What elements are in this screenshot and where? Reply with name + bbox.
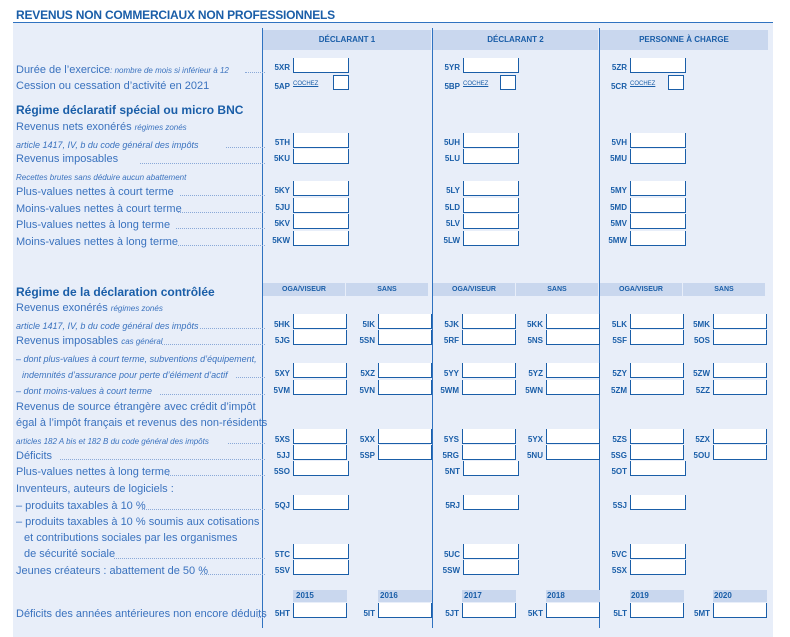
dot-leader xyxy=(228,443,265,444)
label-prod-10: – produits taxables à 10 % xyxy=(16,500,146,512)
input-5kk[interactable] xyxy=(546,314,600,329)
label-inventeurs: Inventeurs, auteurs de logiciels : xyxy=(16,483,174,495)
label-pv-ct: Plus-values nettes à court terme xyxy=(16,186,174,198)
input-5xr[interactable] xyxy=(293,58,349,73)
input-5lu[interactable] xyxy=(463,149,519,164)
label-duree: Durée de l’exercice: nombre de mois si inférieur à 12 xyxy=(16,64,229,76)
year-2016: 2016 xyxy=(380,591,398,600)
input-5zz[interactable] xyxy=(713,380,767,395)
subheader-oga: OGA/VISEUR xyxy=(433,283,515,296)
input-5xx[interactable] xyxy=(378,429,432,444)
section-regime-special: Régime déclaratif spécial ou micro BNC xyxy=(16,103,244,117)
code-5sj: 5SJ xyxy=(612,501,627,510)
cochez-label: COCHEZ xyxy=(630,81,656,87)
dot-leader xyxy=(245,72,265,73)
input-5yy[interactable] xyxy=(462,363,516,378)
checkbox-5cr[interactable] xyxy=(668,75,684,90)
header-declarant-2: DÉCLARANT 2 xyxy=(433,30,598,50)
input-5lt[interactable] xyxy=(630,603,684,618)
input-5wm[interactable] xyxy=(462,380,516,395)
code-5xx: 5XX xyxy=(359,435,375,444)
label-source-etr-2: égal à l’impôt français et revenus des non-résidents xyxy=(16,417,268,429)
code-5sv: 5SV xyxy=(274,566,290,575)
header-personne-charge: PERSONNE À CHARGE xyxy=(600,30,768,50)
input-5vc[interactable] xyxy=(630,544,686,559)
code-5zz: 5ZZ xyxy=(695,386,710,395)
code-5qj: 5QJ xyxy=(274,501,290,510)
cochez-label: COCHEZ xyxy=(293,81,319,87)
label-rev-exo: Revenus nets exonérés régimes zonés xyxy=(16,121,187,133)
input-5xy[interactable] xyxy=(293,363,347,378)
input-5sx[interactable] xyxy=(630,560,686,575)
code-5it: 5IT xyxy=(363,609,375,618)
input-5ly[interactable] xyxy=(463,181,519,196)
code-5mk: 5MK xyxy=(693,320,710,329)
code-5sg: 5SG xyxy=(610,451,627,460)
code-5wm: 5WM xyxy=(440,386,459,395)
input-5rg[interactable] xyxy=(462,445,516,460)
label-source-etr: Revenus de source étrangère avec crédit d’impôt xyxy=(16,401,256,413)
code-5th: 5TH xyxy=(274,138,290,147)
input-5ku[interactable] xyxy=(293,149,349,164)
code-5uh: 5UH xyxy=(443,138,460,147)
code-5vm: 5VM xyxy=(273,386,290,395)
input-5ou[interactable] xyxy=(713,445,767,460)
input-5qj[interactable] xyxy=(293,495,349,510)
input-5ns[interactable] xyxy=(546,330,600,345)
dot-leader xyxy=(160,394,265,395)
input-5ky[interactable] xyxy=(293,181,349,196)
code-5ju: 5JU xyxy=(275,203,290,212)
input-5jk[interactable] xyxy=(462,314,516,329)
input-5tc[interactable] xyxy=(293,544,349,559)
label-dont-pv-2: indemnités d’assurance pour perte d’élément d’actif xyxy=(22,370,228,380)
input-5md[interactable] xyxy=(630,198,686,213)
input-5mt[interactable] xyxy=(713,603,767,618)
code-5cr: 5CR xyxy=(610,82,627,91)
code-5ns: 5NS xyxy=(527,336,543,345)
dot-leader xyxy=(168,475,265,476)
input-5yz[interactable] xyxy=(546,363,600,378)
code-5tc: 5TC xyxy=(274,550,290,559)
code-5xy: 5XY xyxy=(274,369,290,378)
year-2015: 2015 xyxy=(296,591,314,600)
dot-leader xyxy=(60,459,265,460)
code-5ot: 5OT xyxy=(611,467,627,476)
code-5vn: 5VN xyxy=(359,386,375,395)
code-5my: 5MY xyxy=(610,186,627,195)
input-5os[interactable] xyxy=(713,330,767,345)
code-5jj: 5JJ xyxy=(276,451,290,460)
subheader-oga: OGA/VISEUR xyxy=(263,283,345,296)
label-article-1417b: article 1417, IV, b du code général des impôts xyxy=(16,321,199,331)
code-5mt: 5MT xyxy=(694,609,710,618)
input-5nu[interactable] xyxy=(546,445,600,460)
input-5vh[interactable] xyxy=(630,133,686,148)
section-regime-controle: Régime de la déclaration contrôlée xyxy=(16,285,215,299)
input-5nt[interactable] xyxy=(463,461,519,476)
dot-leader xyxy=(226,147,265,148)
input-5hk[interactable] xyxy=(293,314,347,329)
code-5jg: 5JG xyxy=(274,336,290,345)
input-5zm[interactable] xyxy=(630,380,684,395)
input-5lk[interactable] xyxy=(630,314,684,329)
dot-leader xyxy=(178,245,265,246)
header-declarant-1: DÉCLARANT 1 xyxy=(263,30,431,50)
code-5sw: 5SW xyxy=(442,566,460,575)
code-5vc: 5VC xyxy=(611,550,627,559)
label-jeunes: Jeunes créateurs : abattement de 50 % xyxy=(16,565,209,577)
subheader-oga: OGA/VISEUR xyxy=(600,283,682,296)
input-5rf[interactable] xyxy=(462,330,516,345)
input-5lv[interactable] xyxy=(463,214,519,229)
year-2018: 2018 xyxy=(547,591,565,600)
input-5sw[interactable] xyxy=(463,560,519,575)
code-5zy: 5ZY xyxy=(612,369,627,378)
code-5os: 5OS xyxy=(693,336,710,345)
code-5jt: 5JT xyxy=(445,609,459,618)
code-5xs: 5XS xyxy=(274,435,290,444)
input-5mw[interactable] xyxy=(630,231,686,246)
code-5ly: 5LY xyxy=(446,186,460,195)
input-5so[interactable] xyxy=(293,461,349,476)
label-rev-exo2: Revenus exonérés régimes zonés xyxy=(16,302,163,314)
input-5ik[interactable] xyxy=(378,314,432,329)
input-5xs[interactable] xyxy=(293,429,347,444)
code-5lu: 5LU xyxy=(444,154,460,163)
code-5xz: 5XZ xyxy=(360,369,375,378)
code-5sx: 5SX xyxy=(611,566,627,575)
year-2020: 2020 xyxy=(714,591,732,600)
dot-leader xyxy=(142,509,265,510)
input-5yr[interactable] xyxy=(463,58,519,73)
input-5zw[interactable] xyxy=(713,363,767,378)
label-mv-ct: Moins-values nettes à court terme xyxy=(16,203,182,215)
input-5sf[interactable] xyxy=(630,330,684,345)
code-5rg: 5RG xyxy=(442,451,459,460)
input-5ht[interactable] xyxy=(293,603,347,618)
label-dont-pv: – dont plus-values à court terme, subventions d’équipement, xyxy=(16,354,257,364)
dot-leader xyxy=(114,558,265,559)
input-5zx[interactable] xyxy=(713,429,767,444)
code-5nu: 5NU xyxy=(526,451,543,460)
subheader-sans: SANS xyxy=(516,283,598,296)
code-5ou: 5OU xyxy=(693,451,710,460)
code-5kk: 5KK xyxy=(526,320,543,329)
input-5jg[interactable] xyxy=(293,330,347,345)
input-5ot[interactable] xyxy=(630,461,686,476)
input-5zs[interactable] xyxy=(630,429,684,444)
dot-leader xyxy=(200,328,265,329)
code-5rj: 5RJ xyxy=(445,501,460,510)
code-5yr: 5YR xyxy=(444,63,460,72)
input-5mu[interactable] xyxy=(630,149,686,164)
code-5kv: 5KV xyxy=(274,219,290,228)
code-5kw: 5KW xyxy=(272,236,290,245)
label-rev-imp2: Revenus imposables cas général xyxy=(16,335,163,347)
code-5yy: 5YY xyxy=(443,369,459,378)
code-5so: 5SO xyxy=(273,467,290,476)
dot-leader xyxy=(178,212,265,213)
code-5ld: 5LD xyxy=(444,203,460,212)
label-article-1417: article 1417, IV, b du code général des impôts xyxy=(16,140,199,150)
input-5lw[interactable] xyxy=(463,231,519,246)
input-5my[interactable] xyxy=(630,181,686,196)
code-5sf: 5SF xyxy=(612,336,627,345)
input-5rj[interactable] xyxy=(463,495,519,510)
form-title: REVENUS NON COMMERCIAUX NON PROFESSIONNELS xyxy=(16,8,335,22)
dot-leader xyxy=(162,344,265,345)
code-5uc: 5UC xyxy=(443,550,460,559)
code-5sn: 5SN xyxy=(359,336,375,345)
code-5wn: 5WN xyxy=(525,386,543,395)
code-5lt: 5LT xyxy=(613,609,627,618)
code-5kt: 5KT xyxy=(527,609,543,618)
input-5sj[interactable] xyxy=(630,495,686,510)
code-5mv: 5MV xyxy=(610,219,627,228)
input-5mk[interactable] xyxy=(713,314,767,329)
code-5md: 5MD xyxy=(610,203,627,212)
code-5ys: 5YS xyxy=(443,435,459,444)
input-5sp[interactable] xyxy=(378,445,432,460)
label-articles-182: articles 182 A bis et 182 B du code général des impôts xyxy=(16,437,209,446)
label-prod-10b: – produits taxables à 10 % soumis aux cotisations xyxy=(16,516,260,528)
dot-leader xyxy=(236,377,265,378)
input-5mv[interactable] xyxy=(630,214,686,229)
input-5kt[interactable] xyxy=(546,603,600,618)
label-recettes: Recettes brutes sans déduire aucun abattement xyxy=(16,173,187,182)
code-5ap: 5AP xyxy=(274,82,290,91)
code-5zm: 5ZM xyxy=(611,386,627,395)
label-mv-lt: Moins-values nettes à long terme xyxy=(16,236,179,248)
input-5th[interactable] xyxy=(293,133,349,148)
code-5vh: 5VH xyxy=(611,138,627,147)
code-5mw: 5MW xyxy=(608,236,627,245)
input-5zr[interactable] xyxy=(630,58,686,73)
input-5ys[interactable] xyxy=(462,429,516,444)
label-prod-10b-2: et contributions sociales par les organismes xyxy=(24,532,238,544)
code-5hk: 5HK xyxy=(273,320,290,329)
code-5mu: 5MU xyxy=(610,154,627,163)
input-5it[interactable] xyxy=(378,603,432,618)
code-5rf: 5RF xyxy=(443,336,459,345)
checkbox-5bp[interactable] xyxy=(500,75,516,90)
code-5yz: 5YZ xyxy=(528,369,543,378)
input-5kw[interactable] xyxy=(293,231,349,246)
input-5uh[interactable] xyxy=(463,133,519,148)
input-5vm[interactable] xyxy=(293,380,347,395)
input-5uc[interactable] xyxy=(463,544,519,559)
subheader-sans: SANS xyxy=(683,283,765,296)
dot-leader xyxy=(140,163,265,164)
label-pv-lt2: Plus-values nettes à long terme xyxy=(16,466,171,478)
input-5sv[interactable] xyxy=(293,560,349,575)
dot-leader xyxy=(176,228,265,229)
cochez-label: COCHEZ xyxy=(463,81,489,87)
label-deficits-ant: Déficits des années antérieures non encore déduits xyxy=(16,608,267,620)
code-5sp: 5SP xyxy=(359,451,375,460)
label-prod-10b-3: de sécurité sociale xyxy=(24,548,116,560)
code-5zs: 5ZS xyxy=(612,435,627,444)
label-pv-lt: Plus-values nettes à long terme xyxy=(16,219,171,231)
input-5ld[interactable] xyxy=(463,198,519,213)
label-deficits: Déficits xyxy=(16,450,53,462)
code-5ht: 5HT xyxy=(274,609,290,618)
input-5wn[interactable] xyxy=(546,380,600,395)
dot-leader xyxy=(258,617,265,618)
input-5jj[interactable] xyxy=(293,445,347,460)
label-dont-mv: – dont moins-values à court terme xyxy=(16,386,153,396)
subheader-sans: SANS xyxy=(346,283,428,296)
checkbox-5ap[interactable] xyxy=(333,75,349,90)
dot-leader xyxy=(180,195,265,196)
code-5jk: 5JK xyxy=(444,320,459,329)
input-5zy[interactable] xyxy=(630,363,684,378)
input-5sg[interactable] xyxy=(630,445,684,460)
code-5ik: 5IK xyxy=(362,320,375,329)
code-5nt: 5NT xyxy=(444,467,460,476)
label-rev-imp: Revenus imposables xyxy=(16,153,119,165)
input-5kv[interactable] xyxy=(293,214,349,229)
input-5vn[interactable] xyxy=(378,380,432,395)
code-5zr: 5ZR xyxy=(611,63,627,72)
dot-leader xyxy=(200,574,265,575)
code-5zx: 5ZX xyxy=(695,435,710,444)
input-5ju[interactable] xyxy=(293,198,349,213)
code-5zw: 5ZW xyxy=(693,369,710,378)
input-5xz[interactable] xyxy=(378,363,432,378)
code-5yx: 5YX xyxy=(527,435,543,444)
input-5jt[interactable] xyxy=(462,603,516,618)
code-5lv: 5LV xyxy=(445,219,460,228)
code-5ky: 5KY xyxy=(274,186,290,195)
year-2019: 2019 xyxy=(631,591,649,600)
code-5xr: 5XR xyxy=(274,63,290,72)
input-5yx[interactable] xyxy=(546,429,600,444)
code-5bp: 5BP xyxy=(444,82,460,91)
code-5lw: 5LW xyxy=(443,236,460,245)
year-2017: 2017 xyxy=(464,591,482,600)
input-5sn[interactable] xyxy=(378,330,432,345)
code-5lk: 5LK xyxy=(611,320,627,329)
label-cession: Cession ou cessation d’activité en 2021 xyxy=(16,80,210,92)
code-5ku: 5KU xyxy=(273,154,290,163)
